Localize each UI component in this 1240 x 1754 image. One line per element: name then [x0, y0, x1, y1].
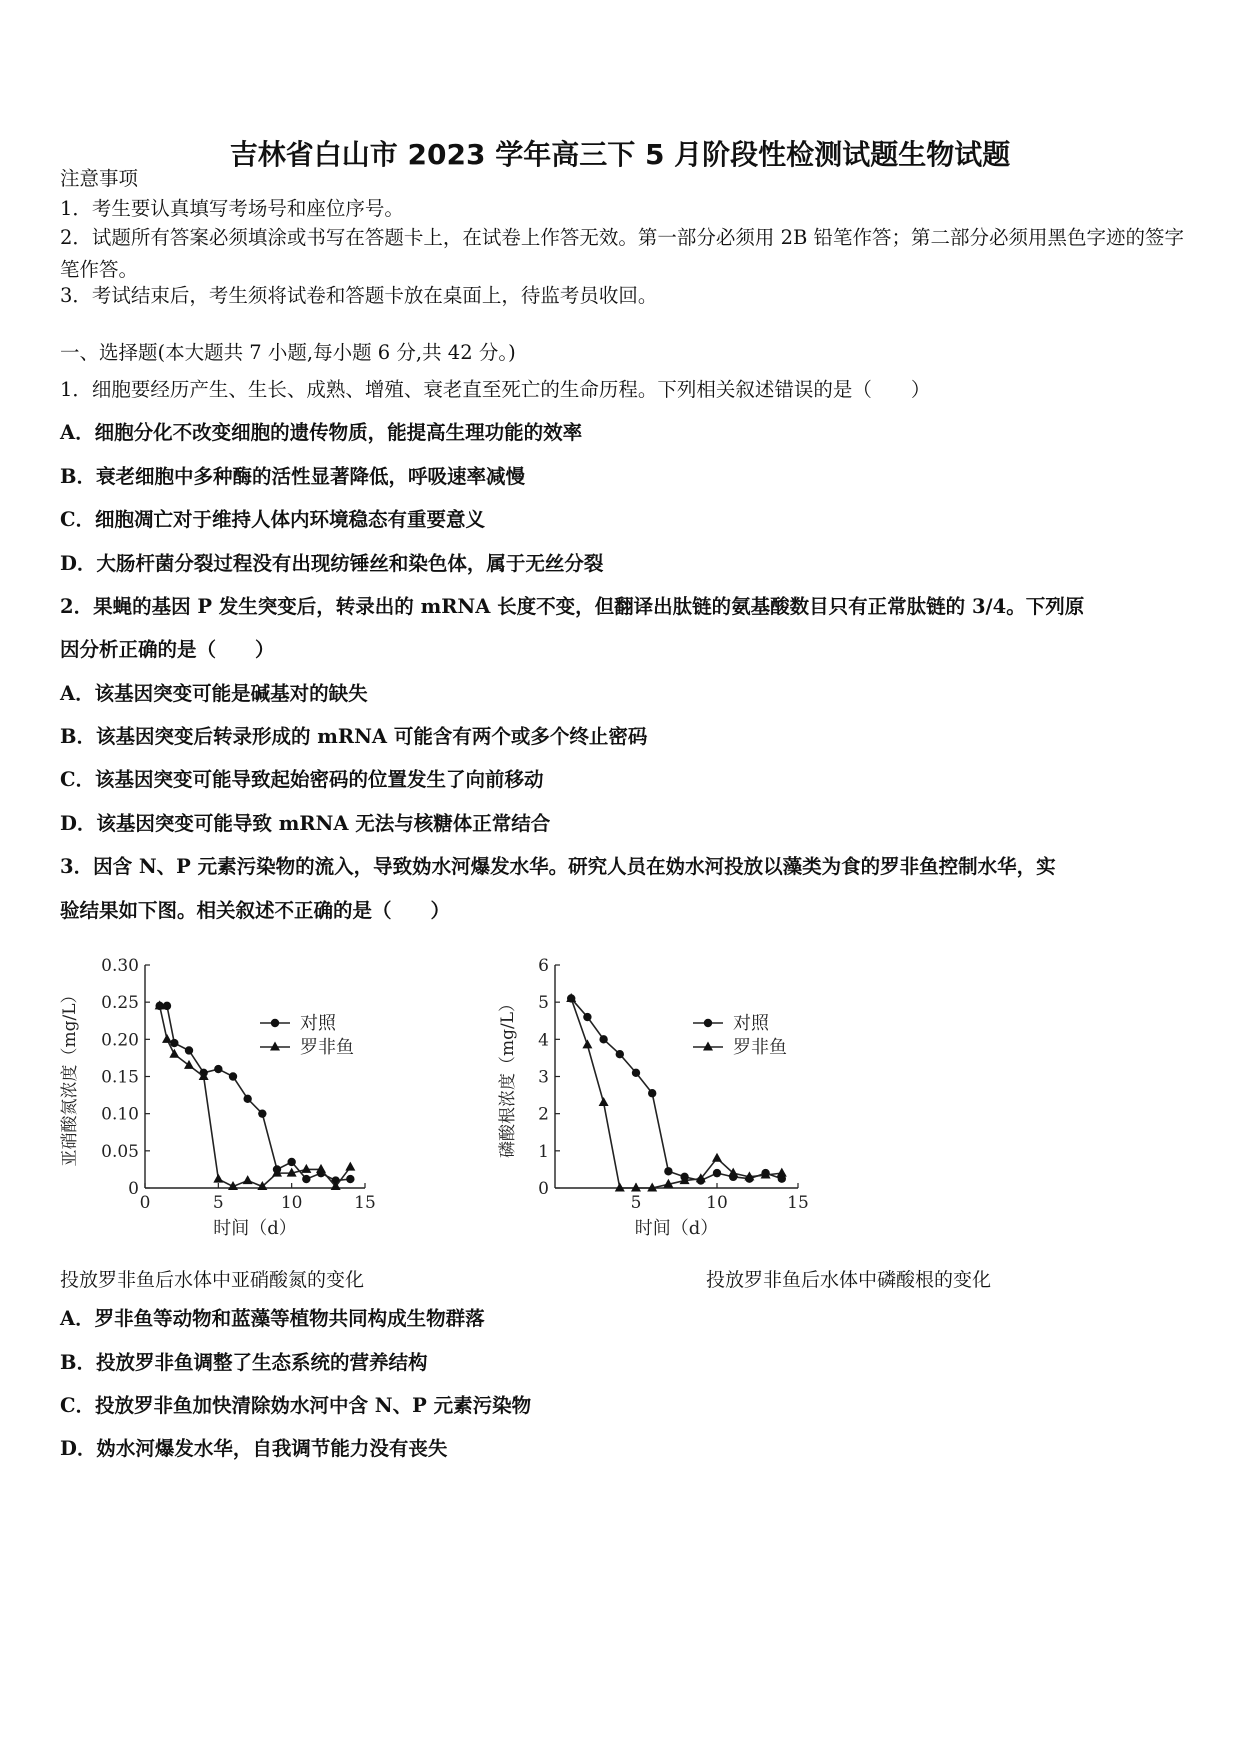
data-point-control: [583, 1013, 591, 1021]
chart-nitrite-svg: [55, 950, 435, 1250]
data-point-tilapia: [169, 1049, 179, 1058]
y-axis-label: 亚硝酸氮浓度（mg/L）: [60, 986, 80, 1167]
y-tick-label: 0: [128, 1179, 139, 1199]
question-1-stem: 1．细胞要经历产生、生长、成熟、增殖、衰老直至死亡的生命历程。下列相关叙述错误的是（ ）: [60, 378, 931, 401]
legend-marker-tilapia: [270, 1042, 280, 1051]
y-tick-label: 0.15: [101, 1067, 139, 1088]
data-point-control: [185, 1046, 193, 1054]
question-3-option-c: C．投放罗非鱼加快清除妫水河中含 N、P 元素污染物: [60, 1394, 532, 1417]
question-1-option-b: B．衰老细胞中多种酶的活性显著降低，呼吸速率减慢: [60, 465, 525, 488]
data-point-tilapia: [316, 1164, 326, 1173]
question-2-option-c: C．该基因突变可能导致起始密码的位置发生了向前移动: [60, 768, 544, 791]
data-point-tilapia: [162, 1034, 172, 1043]
x-tick-label: 0: [139, 1193, 151, 1213]
notice-item-1: 1．考生要认真填写考场号和座位序号。: [60, 197, 404, 220]
question-2-option-b: B．该基因突变后转录形成的 mRNA 可能含有两个或多个终止密码: [60, 725, 648, 748]
data-point-tilapia: [213, 1174, 223, 1183]
y-tick-label: 4: [538, 1030, 549, 1051]
data-point-control: [632, 1069, 640, 1077]
question-3-stem-line1: 3．因含 N、P 元素污染物的流入，导致妫水河爆发水华。研究人员在妫水河投放以藻类为食的罗非鱼控制水华，实: [60, 855, 1056, 878]
data-point-control: [170, 1039, 178, 1047]
question-2-stem-line2: 因分析正确的是（ ）: [60, 638, 275, 661]
data-point-control: [713, 1169, 721, 1177]
question-2-option-a: A．该基因突变可能是碱基对的缺失: [60, 682, 368, 705]
legend-marker-tilapia: [703, 1042, 713, 1051]
data-point-tilapia: [777, 1168, 787, 1177]
notice-item-2: 2．试题所有答案必须填涂或书写在答题卡上，在试卷上作答无效。第一部分必须用 2B 铅笔作答；第二部分必须用黑色字迹的签字笔作答。: [60, 226, 1185, 281]
y-tick-label: 6: [538, 956, 549, 976]
question-3-stem-line2: 验结果如下图。相关叙述不正确的是（ ）: [60, 899, 451, 922]
chart-phosphate-caption: 投放罗非鱼后水体中磷酸根的变化: [706, 1269, 992, 1291]
question-2-stem-line1: 2．果蝇的基因 P 发生突变后，转录出的 mRNA 长度不变，但翻译出肽链的氨基酸数目只有正常肽链的 3/4。下列原: [60, 595, 1085, 618]
data-point-control: [287, 1158, 295, 1166]
data-point-control: [664, 1167, 672, 1175]
data-point-tilapia: [712, 1153, 722, 1162]
x-tick-label: 10: [280, 1193, 303, 1213]
data-point-control: [243, 1095, 251, 1103]
legend-marker-control: [704, 1019, 712, 1027]
data-point-control: [258, 1109, 266, 1117]
y-axis-label: 磷酸根浓度（mg/L）: [498, 994, 518, 1159]
chart-nitrite-caption: 投放罗非鱼后水体中亚硝酸氮的变化: [60, 1269, 365, 1291]
question-3-option-b: B．投放罗非鱼调整了生态系统的营养结构: [60, 1351, 428, 1374]
question-2-option-d: D．该基因突变可能导致 mRNA 无法与核糖体正常结合: [60, 812, 551, 835]
data-point-tilapia: [243, 1175, 253, 1184]
legend-marker-control: [271, 1019, 279, 1027]
x-axis-label: 时间（d）: [634, 1218, 719, 1239]
x-tick-label: 15: [354, 1193, 376, 1213]
y-tick-label: 0.25: [101, 993, 139, 1014]
data-point-tilapia: [184, 1060, 194, 1069]
chart-phosphate: [480, 950, 880, 1250]
x-tick-label: 10: [706, 1193, 728, 1213]
legend-label-control: 对照: [733, 1013, 769, 1034]
y-tick-label: 0: [538, 1179, 549, 1199]
data-point-control: [302, 1175, 310, 1183]
question-1-option-d: D．大肠杆菌分裂过程没有出现纺锤丝和染色体，属于无丝分裂: [60, 552, 604, 575]
section-heading: 一、选择题(本大题共 7 小题,每小题 6 分,共 42 分。): [60, 341, 516, 364]
data-point-tilapia: [615, 1183, 625, 1192]
notice-item-3: 3．考试结束后，考生须将试卷和答题卡放在桌面上，待监考员收回。: [60, 284, 658, 307]
data-point-tilapia: [599, 1097, 609, 1106]
question-1-option-a: A．细胞分化不改变细胞的遗传物质，能提高生理功能的效率: [60, 421, 583, 444]
y-tick-label: 3: [538, 1067, 549, 1088]
chart-nitrite: [55, 950, 435, 1250]
data-point-control: [616, 1050, 624, 1058]
data-point-tilapia: [631, 1183, 641, 1192]
data-point-control: [346, 1175, 354, 1183]
data-point-control: [599, 1035, 607, 1043]
data-point-tilapia: [345, 1162, 355, 1171]
question-3-option-a: A．罗非鱼等动物和蓝藻等植物共同构成生物群落: [60, 1307, 485, 1330]
x-tick-label: 15: [787, 1193, 809, 1213]
chart-phosphate-svg: [480, 950, 880, 1250]
page-title: 吉林省白山市 2023 学年高三下 5 月阶段性检测试题生物试题: [229, 138, 1011, 171]
y-tick-label: 1: [538, 1141, 549, 1162]
data-point-tilapia: [301, 1164, 311, 1173]
data-point-tilapia: [582, 1039, 592, 1048]
y-tick-label: 2: [538, 1104, 549, 1125]
data-point-control: [229, 1072, 237, 1080]
y-tick-label: 0.30: [101, 956, 139, 976]
legend-label-tilapia: 罗非鱼: [733, 1037, 787, 1058]
y-tick-label: 5: [538, 993, 549, 1014]
x-tick-label: 5: [630, 1193, 642, 1213]
y-tick-label: 0.20: [101, 1030, 139, 1051]
question-3-option-d: D．妫水河爆发水华，自我调节能力没有丧失: [60, 1437, 448, 1460]
data-point-control: [214, 1065, 222, 1073]
y-tick-label: 0.10: [101, 1104, 139, 1125]
legend-label-tilapia: 罗非鱼: [300, 1037, 354, 1058]
x-axis-label: 时间（d）: [213, 1218, 297, 1239]
data-point-control: [648, 1089, 656, 1097]
notice-heading: 注意事项: [60, 167, 139, 190]
legend-label-control: 对照: [300, 1013, 336, 1034]
question-1-option-c: C．细胞凋亡对于维持人体内环境稳态有重要意义: [60, 508, 486, 531]
x-tick-label: 5: [212, 1193, 224, 1213]
y-tick-label: 0.05: [101, 1141, 139, 1162]
